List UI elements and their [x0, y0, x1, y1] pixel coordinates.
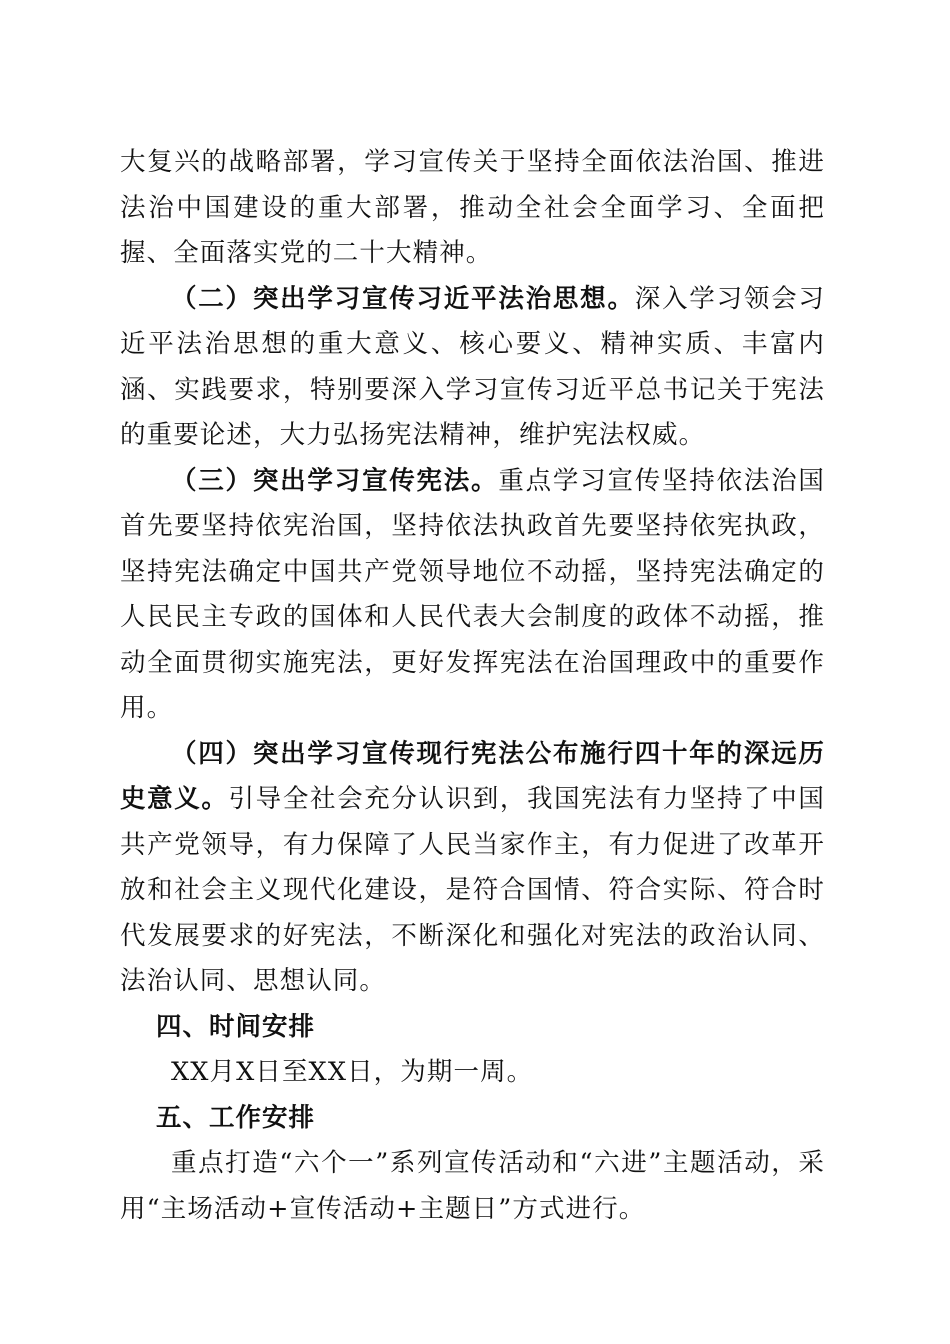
paragraph-lead-heading: （四）突出学习宣传现行宪法公布施行四十年的深远历史意义。	[120, 738, 825, 814]
paragraph-text: XX月X日至XX日，为期一周。	[171, 1057, 534, 1087]
section-heading-schedule: 四、时间安排	[156, 1011, 316, 1042]
paragraph-text: 大复兴的战略部署，学习宣传关于坚持全面依法治国、推进法治中国建设的重大部署，推动全社会全面学习、全面把握、全面落实党的二十大精神。	[120, 147, 825, 268]
paragraph-text: 重点打造“六个一”系列宣传活动和“六进”主题活动，采用“主场活动+宣传活动+主题日”方式进行。	[120, 1148, 825, 1224]
document-body	[120, 140, 825, 1232]
paragraph-lead-heading: （三）突出学习宣传宪法。	[171, 465, 499, 496]
paragraph-section-2	[120, 277, 825, 459]
paragraph-text: 重点学习宣传坚持依法治国首先要坚持依宪治国，坚持依法执政首先要坚持依宪执政，坚持宪法确定中国共产党领导地位不动摇，坚持宪法确定的人民民主专政的国体和人民代表大会制度的政体不动摇，推动全面贯彻实施宪法，更好发挥宪法在治国理政中的重要作用。	[120, 465, 826, 723]
paragraph-section-4	[120, 732, 825, 1005]
section-heading-work-plan: 五、工作安排	[156, 1102, 316, 1133]
paragraph-text: 深入学习领会习近平法治思想的重大意义、核心要义、精神实质、丰富内涵、实践要求，特别要深入学习宣传习近平总书记关于宪法的重要论述，大力弘扬宪法精神，维护宪法权威。	[120, 283, 826, 450]
paragraph-lead-heading: （二）突出学习宣传习近平法治思想。	[171, 283, 635, 314]
paragraph-text: 引导全社会充分认识到，我国宪法有力坚持了中国共产党领导，有力保障了人民当家作主，有力促进了改革开放和社会主义现代化建设，是符合国情、符合实际、符合时代发展要求的好宪法，不断深化和强化对宪法的政治认同、法治认同、思想认同。	[120, 784, 825, 996]
paragraph-section-3	[120, 459, 825, 732]
paragraph-schedule	[120, 1050, 825, 1096]
paragraph-work-plan	[120, 1141, 825, 1232]
paragraph-continuation	[120, 140, 825, 277]
